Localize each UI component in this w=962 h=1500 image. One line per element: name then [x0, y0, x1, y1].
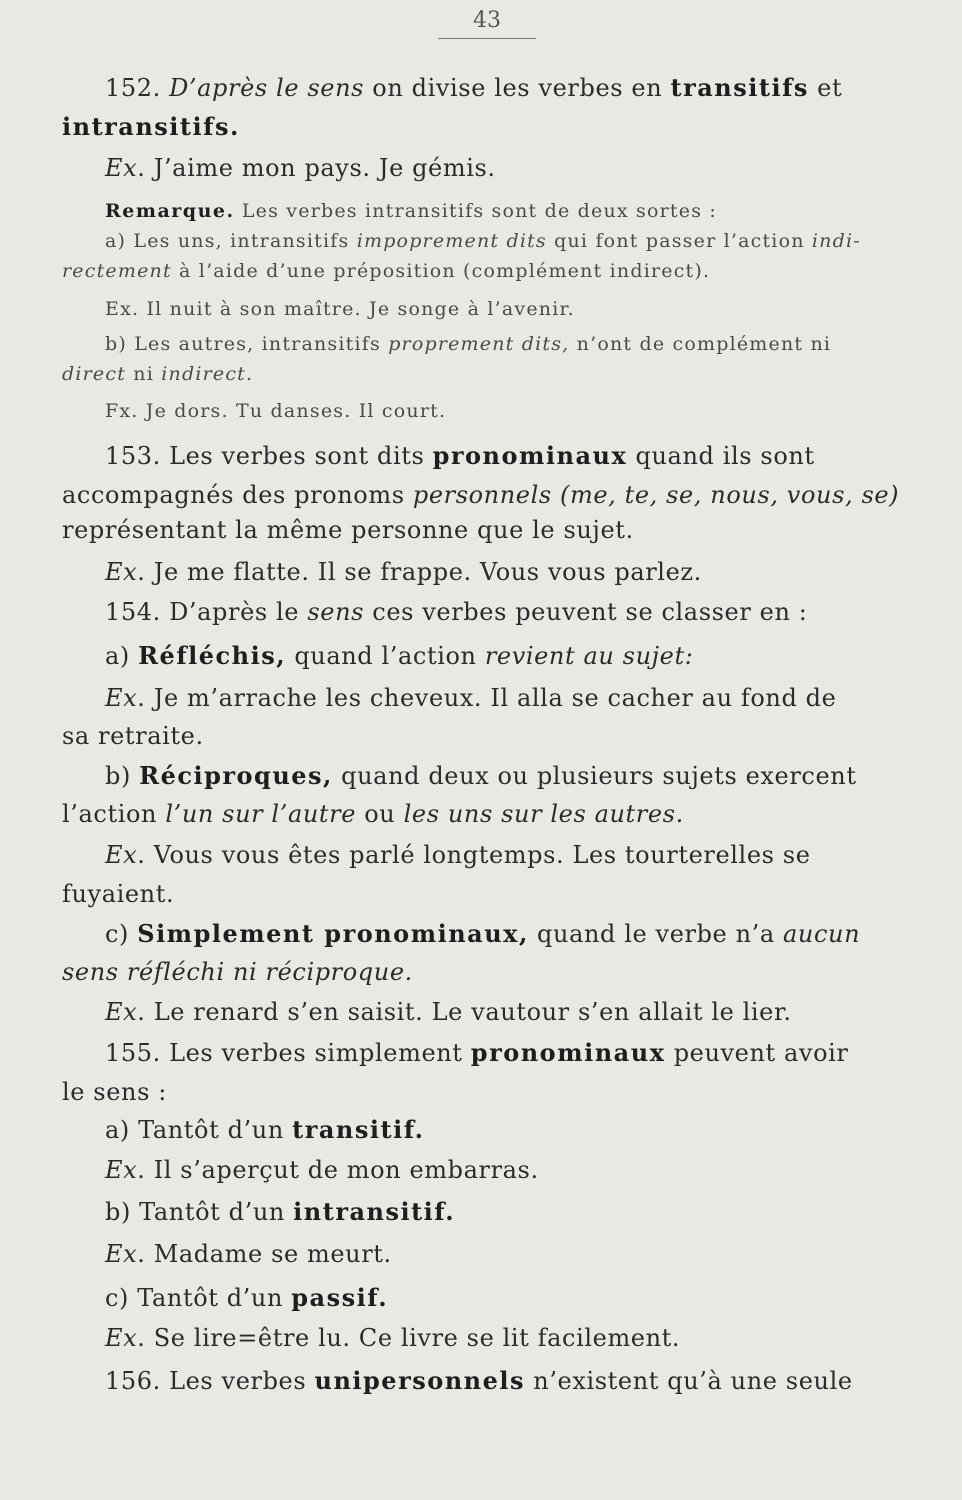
- text-line: c) Tantôt d’un passif.: [105, 1283, 389, 1312]
- text-line: a) Réfléchis, quand l’action revient au sujet:: [105, 641, 694, 670]
- text-line: direct ni indirect.: [62, 363, 254, 385]
- text-line: Ex. J’aime mon pays. Je gémis.: [105, 154, 496, 182]
- page-number: 43: [473, 8, 501, 33]
- text-line: 153. Les verbes sont dits pronominaux quand ils sont: [105, 441, 815, 470]
- text-line: b) Les autres, intransitifs proprement dits, n’ont de complément ni: [105, 333, 832, 355]
- text-line: l’action l’un sur l’autre ou les uns sur les autres.: [62, 800, 684, 828]
- text-line: Remarque. Les verbes intransitifs sont de deux sortes :: [105, 200, 718, 222]
- text-line: Ex. Le renard s’en saisit. Le vautour s’en allait le lier.: [105, 998, 792, 1026]
- text-line: 154. D’après le sens ces verbes peuvent se classer en :: [105, 598, 808, 626]
- text-line: le sens :: [62, 1078, 167, 1106]
- text-line: représentant la même personne que le sujet.: [62, 516, 634, 544]
- text-line: intransitifs.: [62, 112, 240, 141]
- text-line: Ex. Il s’aperçut de mon embarras.: [105, 1156, 539, 1184]
- text-line: a) Les uns, intransitifs impoprement dits qui font passer l’action indi-: [105, 230, 861, 252]
- text-line: 155. Les verbes simplement pronominaux peuvent avoir: [105, 1038, 849, 1067]
- text-line: accompagnés des pronoms personnels (me, te, se, nous, vous, se): [62, 481, 900, 509]
- text-line: c) Simplement pronominaux, quand le verbe n’a aucun: [105, 919, 861, 948]
- text-line: sens réfléchi ni réciproque.: [62, 958, 413, 986]
- page-rule: [438, 38, 536, 39]
- text-line: Ex. Je me flatte. Il se frappe. Vous vous parlez.: [105, 558, 702, 586]
- text-line: Ex. Se lire=être lu. Ce livre se lit facilement.: [105, 1324, 681, 1352]
- text-line: rectement à l’aide d’une préposition (complément indirect).: [62, 260, 711, 282]
- text-line: b) Tantôt d’un intransitif.: [105, 1197, 456, 1226]
- text-line: Ex. Madame se meurt.: [105, 1240, 392, 1268]
- text-line: sa retraite.: [62, 722, 204, 750]
- text-line: a) Tantôt d’un transitif.: [105, 1115, 425, 1144]
- text-line: Fx. Je dors. Tu danses. Il court.: [105, 400, 447, 422]
- text-line: fuyaient.: [62, 880, 175, 908]
- text-line: Ex. Je m’arrache les cheveux. Il alla se cacher au fond de: [105, 684, 837, 712]
- text-line: 152. D’après le sens on divise les verbes en transitifs et: [105, 73, 843, 102]
- text-line: b) Réciproques, quand deux ou plusieurs sujets exercent: [105, 761, 857, 790]
- text-line: Ex. Il nuit à son maître. Je songe à l’avenir.: [105, 298, 575, 320]
- text-line: Ex. Vous vous êtes parlé longtemps. Les tourterelles se: [105, 841, 811, 869]
- text-line: 156. Les verbes unipersonnels n’existent qu’à une seule: [105, 1366, 853, 1395]
